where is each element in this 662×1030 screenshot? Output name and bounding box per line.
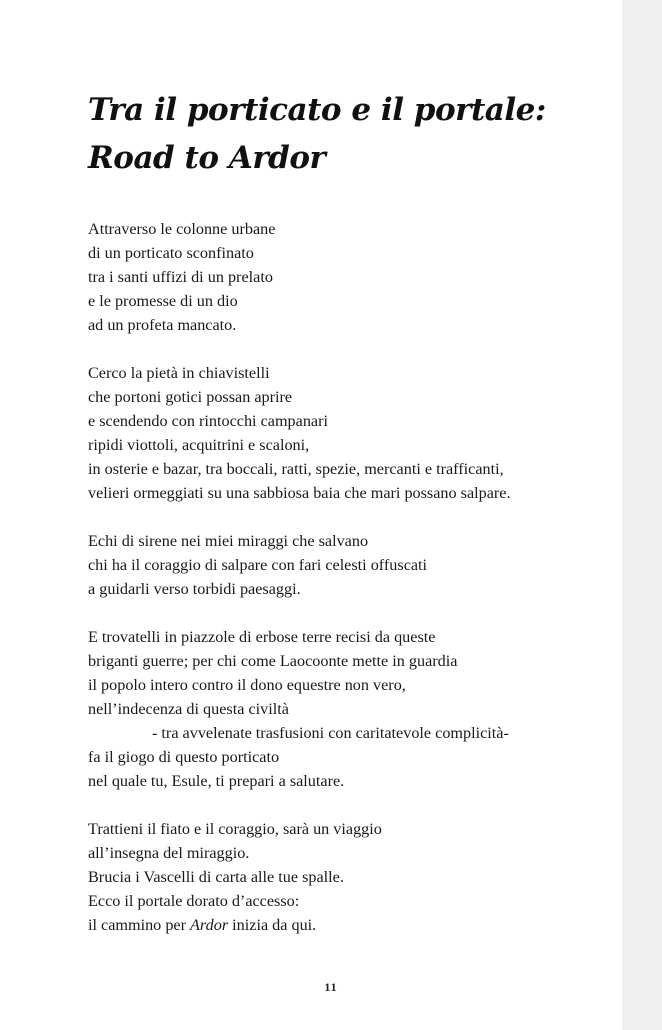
page-margin — [622, 0, 662, 1030]
page-number: 11 — [324, 980, 338, 994]
stanza-2 — [88, 361, 588, 505]
verse-line: di un porticato sconfinato — [88, 244, 254, 262]
verse-line: nel quale tu, Esule, ti prepari a salutare. — [88, 772, 345, 790]
verse-line: il popolo intero contro il dono equestre non vero, — [88, 676, 406, 694]
verse-line-indented: - tra avvelenate trasfusioni con caritatevole complicità- — [152, 724, 509, 742]
stanza-1 — [88, 217, 588, 337]
verse-line: Cerco la pietà in chiavistelli — [88, 364, 270, 382]
verse-line: che portoni gotici possan aprire — [88, 388, 293, 406]
verse-line: fa il giogo di questo porticato — [88, 748, 280, 766]
verse-text: il cammino per — [88, 916, 191, 934]
verse-line: ad un profeta mancato. — [88, 316, 237, 334]
verse-line: Brucia i Vascelli di carta alle tue spalle. — [88, 868, 344, 886]
poem-title — [88, 86, 546, 182]
verse-line: a guidarli verso torbidi paesaggi. — [88, 580, 301, 598]
verse-line: chi ha il coraggio di salpare con fari celesti offuscati — [88, 556, 428, 574]
verse-line: Trattieni il fiato e il coraggio, sarà un viaggio — [88, 820, 382, 838]
verse-line: Ecco il portale dorato d’accesso: — [88, 892, 300, 910]
verse-line: e scendendo con rintocchi campanari — [88, 412, 329, 430]
verse-line: Echi di sirene nei miei miraggi che salvano — [88, 532, 369, 550]
poem-title-line-2: Road to Ardor — [88, 140, 326, 176]
stanza-3 — [88, 529, 588, 601]
stanza-4 — [88, 625, 588, 793]
verse-line: all’insegna del miraggio. — [88, 844, 250, 862]
verse-line: E trovatelli in piazzole di erbose terre recisi da queste — [88, 628, 436, 646]
verse-line: tra i santi uffizi di un prelato — [88, 268, 273, 286]
verse-line: velieri ormeggiati su una sabbiosa baia che mari possano salpare. — [88, 484, 511, 502]
poem-title-line-1: Tra il porticato e il portale: — [88, 92, 546, 128]
verse-line: nell’indecenza di questa civiltà — [88, 700, 289, 718]
verse-line: Attraverso le colonne urbane — [88, 220, 276, 238]
verse-line: in osterie e bazar, tra boccali, ratti, spezie, mercanti e trafficanti, — [88, 460, 504, 478]
verse-line: briganti guerre; per chi come Laocoonte mette in guardia — [88, 652, 458, 670]
verse-line: e le promesse di un dio — [88, 292, 238, 310]
stanza-5 — [88, 817, 588, 937]
verse-line-last — [88, 913, 588, 937]
poem-body — [88, 217, 588, 961]
ardor-italic: Ardor — [190, 916, 229, 934]
verse-line: ripidi viottoli, acquitrini e scaloni, — [88, 436, 310, 454]
verse-text: inizia da qui. — [228, 916, 317, 934]
